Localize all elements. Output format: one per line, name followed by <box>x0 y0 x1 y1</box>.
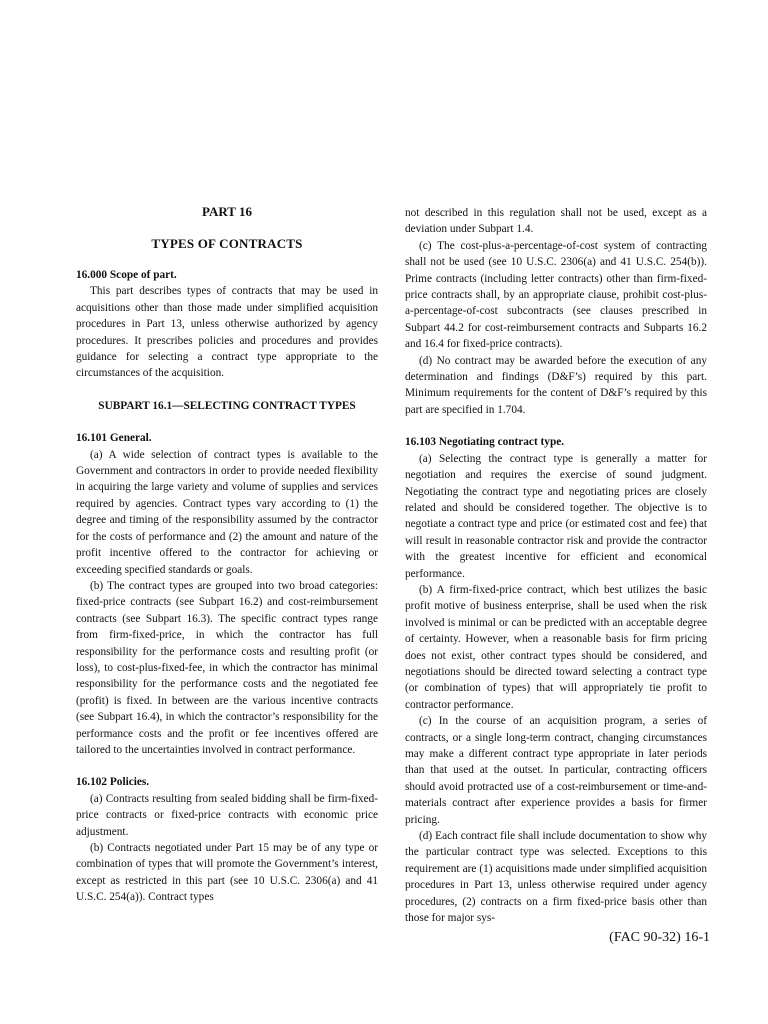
part-title: TYPES OF CONTRACTS <box>151 236 303 251</box>
section-heading-16-103: 16.103 Negotiating contract type. <box>405 436 565 449</box>
part-number: PART 16 <box>202 204 252 219</box>
paragraph-16-000: This part describes types of contracts that may be used in acquisitions other than those made under simplified acquisition procedures in Part 13, unless otherwise authorized by agency procedures. It prescribes policies and procedures and provides guidance for selecting a contract type appropriate to the circumstances of the acquisition. <box>76 285 378 380</box>
paragraph-16-101-a: (a) A wide selection of contract types is available to the Government and contractors in order to provide needed flexibility in acquiring the large variety and volume of supplies and services required by agencies. Contract types vary according to (1) the degree and timing of the responsibility assumed by the contractor for the costs of performance and (2) the amount and nature of the profit incentive offered to the contractor for achieving or exceeding specified standards or goals. <box>76 448 378 576</box>
subpart-heading-16-1: SUBPART 16.1—SELECTING CONTRACT TYPES <box>98 399 356 412</box>
paragraph-16-103-c: (c) In the course of an acquisition program, a series of contracts, or a single long-term contract, changing circumstances may make a different contract type appropriate in later periods than that used at the outset. In particular, contracting officers should avoid protracted use of a cost-reimbursement or time-and-materials contract after experience provides a basis for firmer pricing. <box>405 715 707 826</box>
paragraph-16-102-d: (d) No contract may be awarded before the execution of any determination and findings (D&F’s) required by this part. Minimum requirements for the content of D&F’s required by this part are specified in 1.704. <box>405 354 707 416</box>
paragraph-16-103-b: (b) A firm-fixed-price contract, which best utilizes the basic profit motive of business enterprise, shall be used when the risk involved is minimal or can be predicted with an acceptable degree of certainty. However, when a reasonable basis for firm pricing does not exist, other contract types should be considered, and negotiations should be directed toward selecting a contract type (or combination of types) that will appropriately tie profit to contractor performance. <box>405 583 707 711</box>
paragraph-16-102-b: (b) Contracts negotiated under Part 15 may be of any type or combination of types that will promote the Government’s interest, except as restricted in this part (see 10 U.S.C. 2306(a) and 41 U.S.C. 254(a)). Contract types <box>76 842 378 904</box>
paragraph-16-102-a: (a) Contracts resulting from sealed bidding shall be firm-fixed-price contracts or fixed-price contracts with economic price adjustment. <box>76 792 378 838</box>
section-heading-16-000: 16.000 Scope of part. <box>76 269 177 281</box>
section-heading-16-102: 16.102 Policies. <box>76 776 150 789</box>
paragraph-16-101-b: (b) The contract types are grouped into two broad categories: fixed-price contracts (see Subpart 16.2) and cost-reimbursement contracts (see Subpart 16.3). The specific contract types range from firm-fixed-price, in which the contractor has full responsibility for the performance costs and resulting profit (or loss), to cost-plus-fixed-fee, in which the contractor has minimal responsibility for the performance costs and the negotiated fee (profit) is fixed. In between are the various incentive contracts (see Subpart 16.4), in which the contractor’s responsibility for the performance costs and the profit or fee incentives offered are tailored to the uncertainties involved in contract performance. <box>76 579 378 756</box>
paragraph-16-102-b-continued: not described in this regulation shall not be used, except as a deviation under Subpart 1.4. <box>405 207 707 236</box>
paragraph-16-103-a: (a) Selecting the contract type is generally a matter for negotiation and requires the exercise of sound judgment. Negotiating the contract type and negotiating prices are closely related and should be considered together. The objective is to negotiate a contract type and price (or estimated cost and fee) that will result in reasonable contractor risk and provide the contractor with the greatest incentive for efficient and economical performance. <box>405 452 707 580</box>
page-footer: (FAC 90-32) 16-1 <box>609 930 710 945</box>
paragraph-16-102-c: (c) The cost-plus-a-percentage-of-cost system of contracting shall not be used (see 10 U.S.C. 2306(a) and 41 U.S.C. 254(b)). Prime contracts (including letter contracts) other than firm-fixed-price contracts shall, by an appropriate clause, prohibit cost-plus-a-percentage-of-cost subcontracts (see clauses prescribed in Subpart 44.2 for cost-reimbursement contracts and Subparts 16.2 and 16.4 for fixed-price contracts). <box>405 239 707 351</box>
right-column <box>405 205 707 926</box>
paragraph-16-103-d: (d) Each contract file shall include documentation to show why the particular contract type was selected. Exceptions to this requirement are (1) acquisitions made under simplified acquisition procedures in Part 13, unless otherwise required under agency procedures, (2) contracts on a firm fixed-price basis other than those for major sys- <box>405 830 707 925</box>
left-column <box>76 203 378 906</box>
section-heading-16-101: 16.101 General. <box>76 432 152 445</box>
